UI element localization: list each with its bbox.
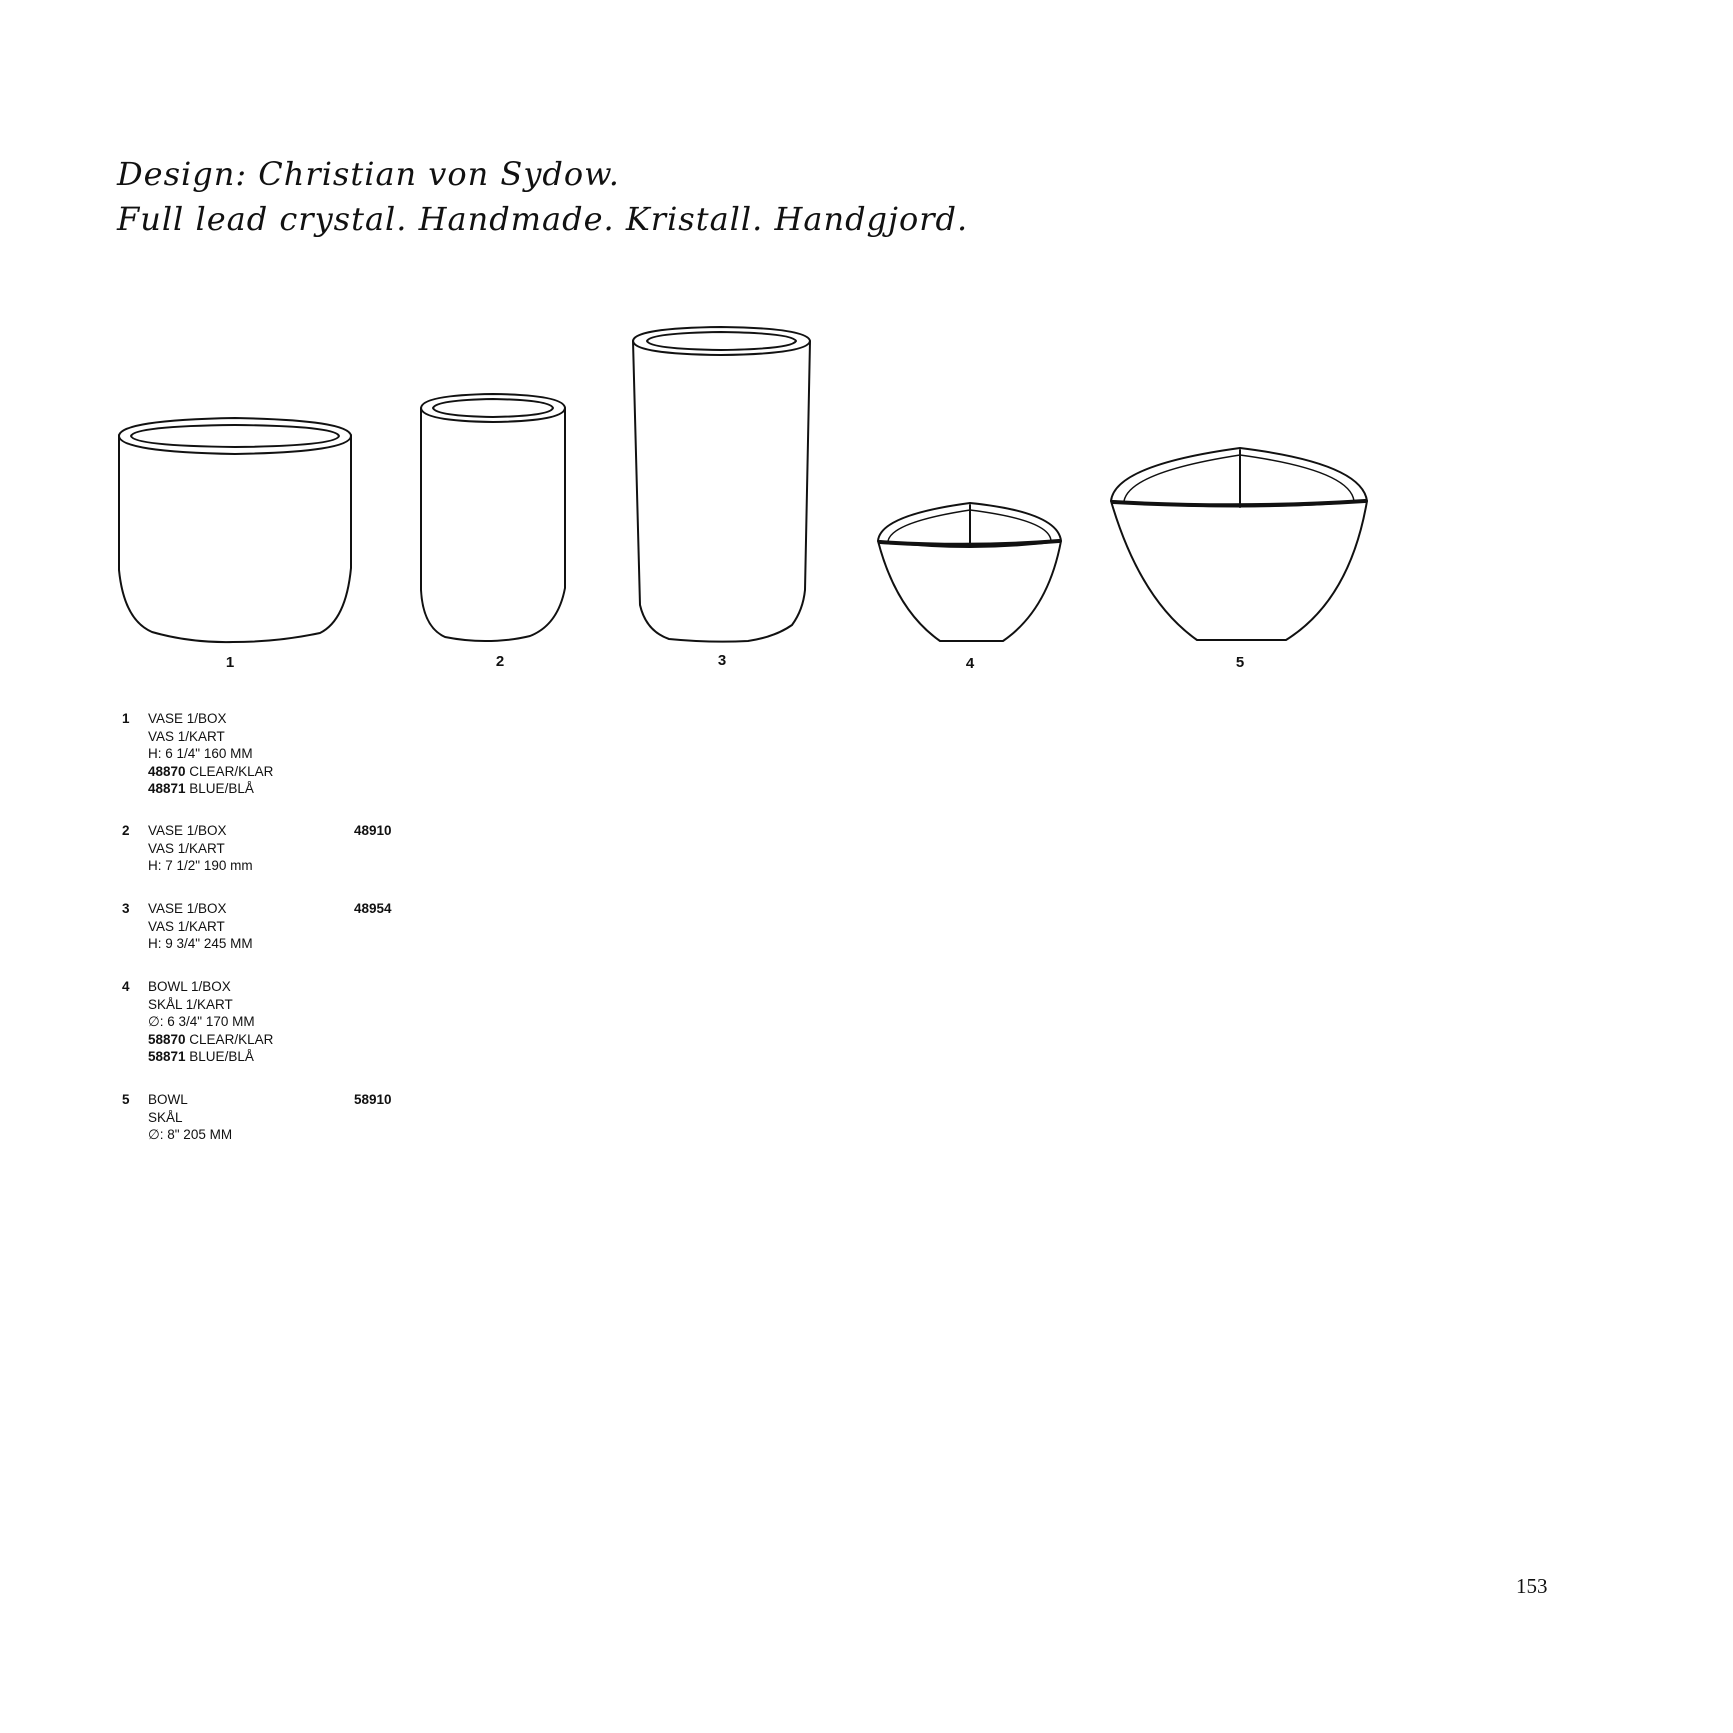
spec-line — [148, 1048, 273, 1066]
spec-item-number: 5 — [122, 1092, 130, 1107]
spec-line: BOWL — [148, 1092, 188, 1107]
spec-line — [148, 1031, 273, 1049]
article-number: 58910 — [354, 1092, 392, 1107]
spec-line: SKÅL — [148, 1109, 183, 1125]
page-number: 153 — [1516, 1574, 1548, 1598]
article-code: 48870 — [148, 763, 186, 779]
figure-number-3: 3 — [717, 652, 727, 669]
triangular-bowl-small-icon — [878, 503, 1061, 641]
spec-line: VAS 1/KART — [148, 918, 225, 934]
spec-line: VASE 1/BOX — [148, 823, 227, 838]
spec-line: VASE 1/BOX — [148, 901, 227, 916]
spec-line: VASE 1/BOX — [148, 711, 227, 726]
article-code: 58871 — [148, 1049, 186, 1064]
cylindrical-vase-tall-icon — [633, 327, 810, 642]
heading-line-material: Full lead crystal. Handmade. Kristall. Handgjord. — [117, 200, 969, 238]
spec-line: ∅: 6 3/4" 170 MM — [148, 1014, 255, 1029]
spec-line: VAS 1/KART — [148, 728, 225, 744]
spec-item-number: 1 — [122, 711, 130, 726]
spec-line: H: 6 1/4" 160 MM — [148, 746, 253, 761]
article-number: 48910 — [354, 823, 392, 838]
article-code: 58870 — [148, 1031, 186, 1047]
spec-line: H: 7 1/2" 190 mm — [148, 858, 253, 873]
spec-item-number: 3 — [122, 901, 130, 916]
spec-line: SKÅL 1/KART — [148, 996, 233, 1012]
spec-line: ∅: 8" 205 MM — [148, 1127, 233, 1142]
spec-item-number: 2 — [122, 823, 130, 838]
cylindrical-vase-medium-icon — [421, 394, 565, 641]
article-code: 48871 — [148, 781, 186, 796]
spec-item-number: 4 — [122, 979, 130, 994]
color-label: BLUE/BLÅ — [185, 781, 254, 796]
figure-number-5: 5 — [1235, 654, 1245, 671]
figure-number-1: 1 — [225, 654, 235, 671]
cylindrical-vase-wide-icon — [119, 418, 351, 642]
spec-line: BOWL 1/BOX — [148, 979, 231, 994]
color-label: BLUE/BLÅ — [185, 1049, 254, 1064]
color-label: CLEAR/KLAR — [185, 1031, 274, 1047]
spec-line — [148, 780, 273, 798]
triangular-bowl-large-icon — [1111, 448, 1367, 640]
color-label: CLEAR/KLAR — [185, 763, 274, 779]
spec-line: VAS 1/KART — [148, 840, 225, 856]
figure-number-4: 4 — [965, 655, 975, 672]
figure-number-2: 2 — [495, 653, 505, 670]
article-number: 48954 — [354, 901, 392, 916]
heading-line-designer: Design: Christian von Sydow. — [117, 155, 620, 193]
spec-line — [148, 763, 273, 781]
spec-line: H: 9 3/4" 245 MM — [148, 936, 253, 951]
